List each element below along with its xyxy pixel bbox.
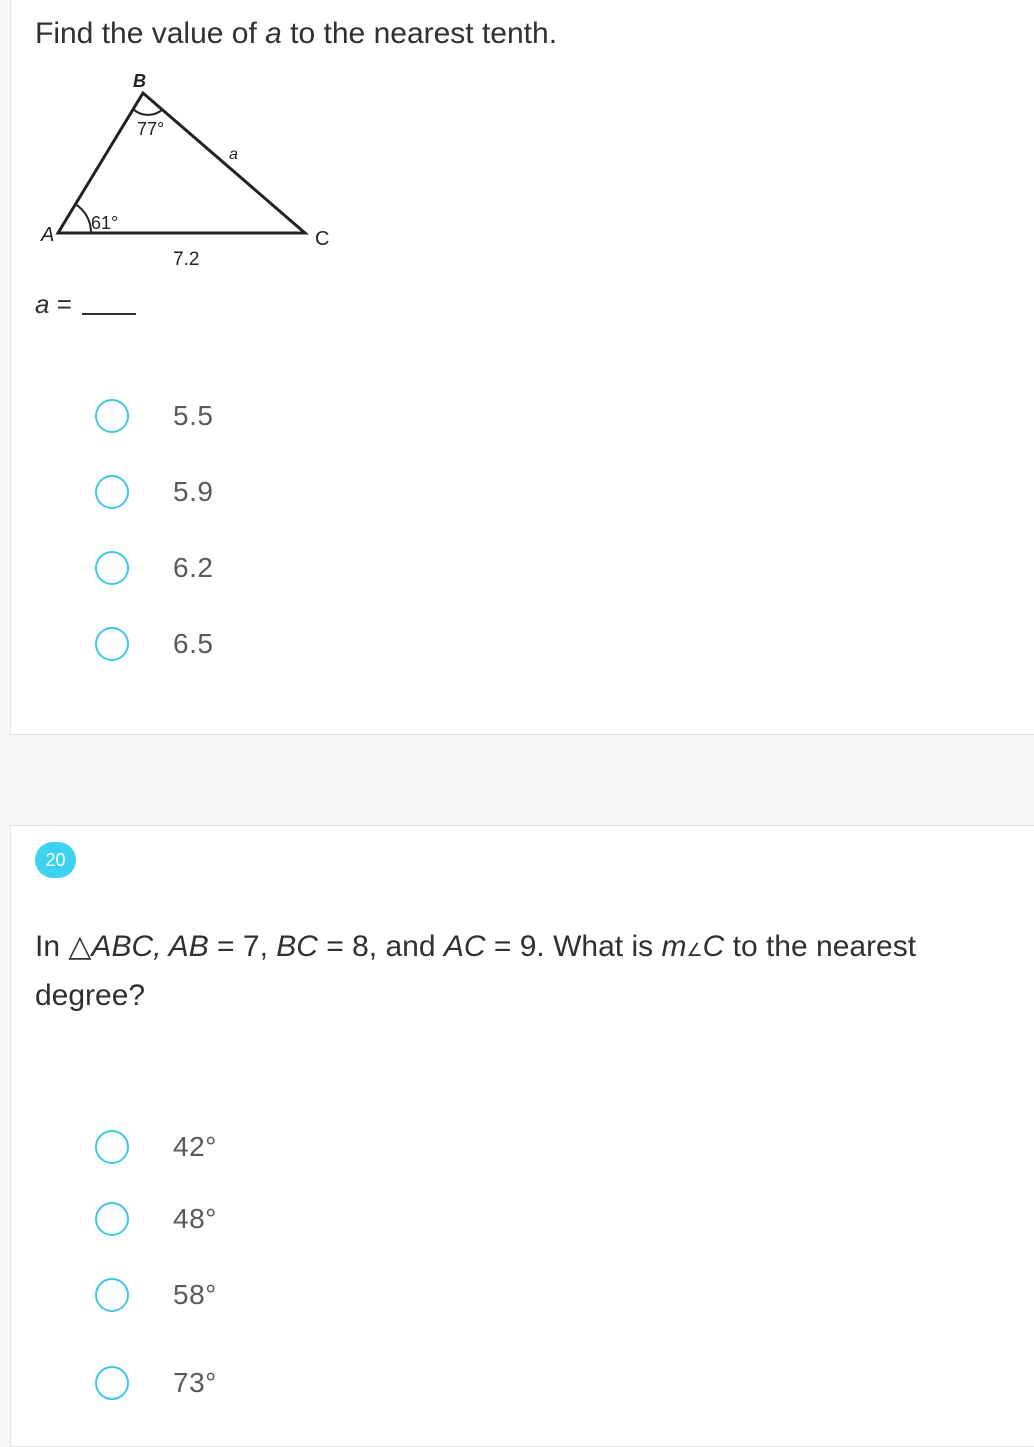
side-a-label: a [229,146,238,163]
answer-equals: = [49,289,72,319]
prompt-ac: AC [443,930,486,963]
prompt-text-end: to the nearest tenth. [281,17,558,50]
prompt-triangle: △ABC [68,930,154,963]
option-5-5[interactable] [95,395,213,437]
option-label: 6.2 [173,552,214,583]
option-58[interactable] [95,1274,217,1316]
question-prompt [35,11,557,57]
vertex-a-label: A [41,224,55,246]
question-card-19 [10,0,1034,735]
radio-button[interactable] [95,475,129,509]
prompt-angle-symbol: ∠ [686,940,703,960]
vertex-b-label: B [133,71,146,91]
prompt-bc: BC [276,930,318,963]
answer-blank-line [82,313,136,315]
radio-button[interactable] [95,1130,129,1164]
option-label: 48° [173,1203,217,1234]
option-6-2[interactable] [95,547,213,589]
question-number-badge: 20 [35,842,76,878]
radio-button[interactable] [95,399,129,433]
answer-blank [35,289,136,320]
option-label: 73° [173,1367,217,1398]
option-48[interactable] [95,1198,217,1240]
prompt-ac-value: = 9. What is [485,930,662,963]
prompt-variable: a [265,17,282,50]
angle-a-label: 61° [91,213,119,233]
radio-button[interactable] [95,627,129,661]
option-label: 5.5 [173,400,214,431]
radio-button[interactable] [95,1202,129,1236]
side-ac-label: 7.2 [173,249,200,270]
radio-button[interactable] [95,551,129,585]
vertex-c-label: C [315,228,330,250]
question-prompt [35,924,995,1019]
option-label: 42° [173,1131,217,1162]
option-6-5[interactable] [95,623,213,665]
prompt-bc-value: = 8, and [317,930,444,963]
prompt-ab: , AB [153,930,209,963]
angle-b-arc [133,109,163,115]
question-card-20 [10,825,1034,1447]
triangle-shape [58,93,305,233]
prompt-text-end: to the nearest degree? [35,930,917,1012]
option-label: 5.9 [173,476,214,507]
prompt-measure: m [661,930,687,963]
prompt-text: In [35,930,69,963]
option-42[interactable] [95,1126,217,1168]
option-label: 58° [173,1279,217,1310]
angle-a-arc [75,204,91,233]
prompt-text: Find the value of [35,17,266,50]
prompt-angle-c: C [702,930,725,963]
angle-b-label: 77° [137,119,165,139]
option-73[interactable] [95,1362,217,1404]
answer-variable: a [35,289,50,319]
radio-button[interactable] [95,1366,129,1400]
prompt-ab-value: = 7, [208,930,277,963]
radio-button[interactable] [95,1278,129,1312]
option-5-9[interactable] [95,471,213,513]
option-label: 6.5 [173,628,214,659]
triangle-figure [33,61,353,276]
